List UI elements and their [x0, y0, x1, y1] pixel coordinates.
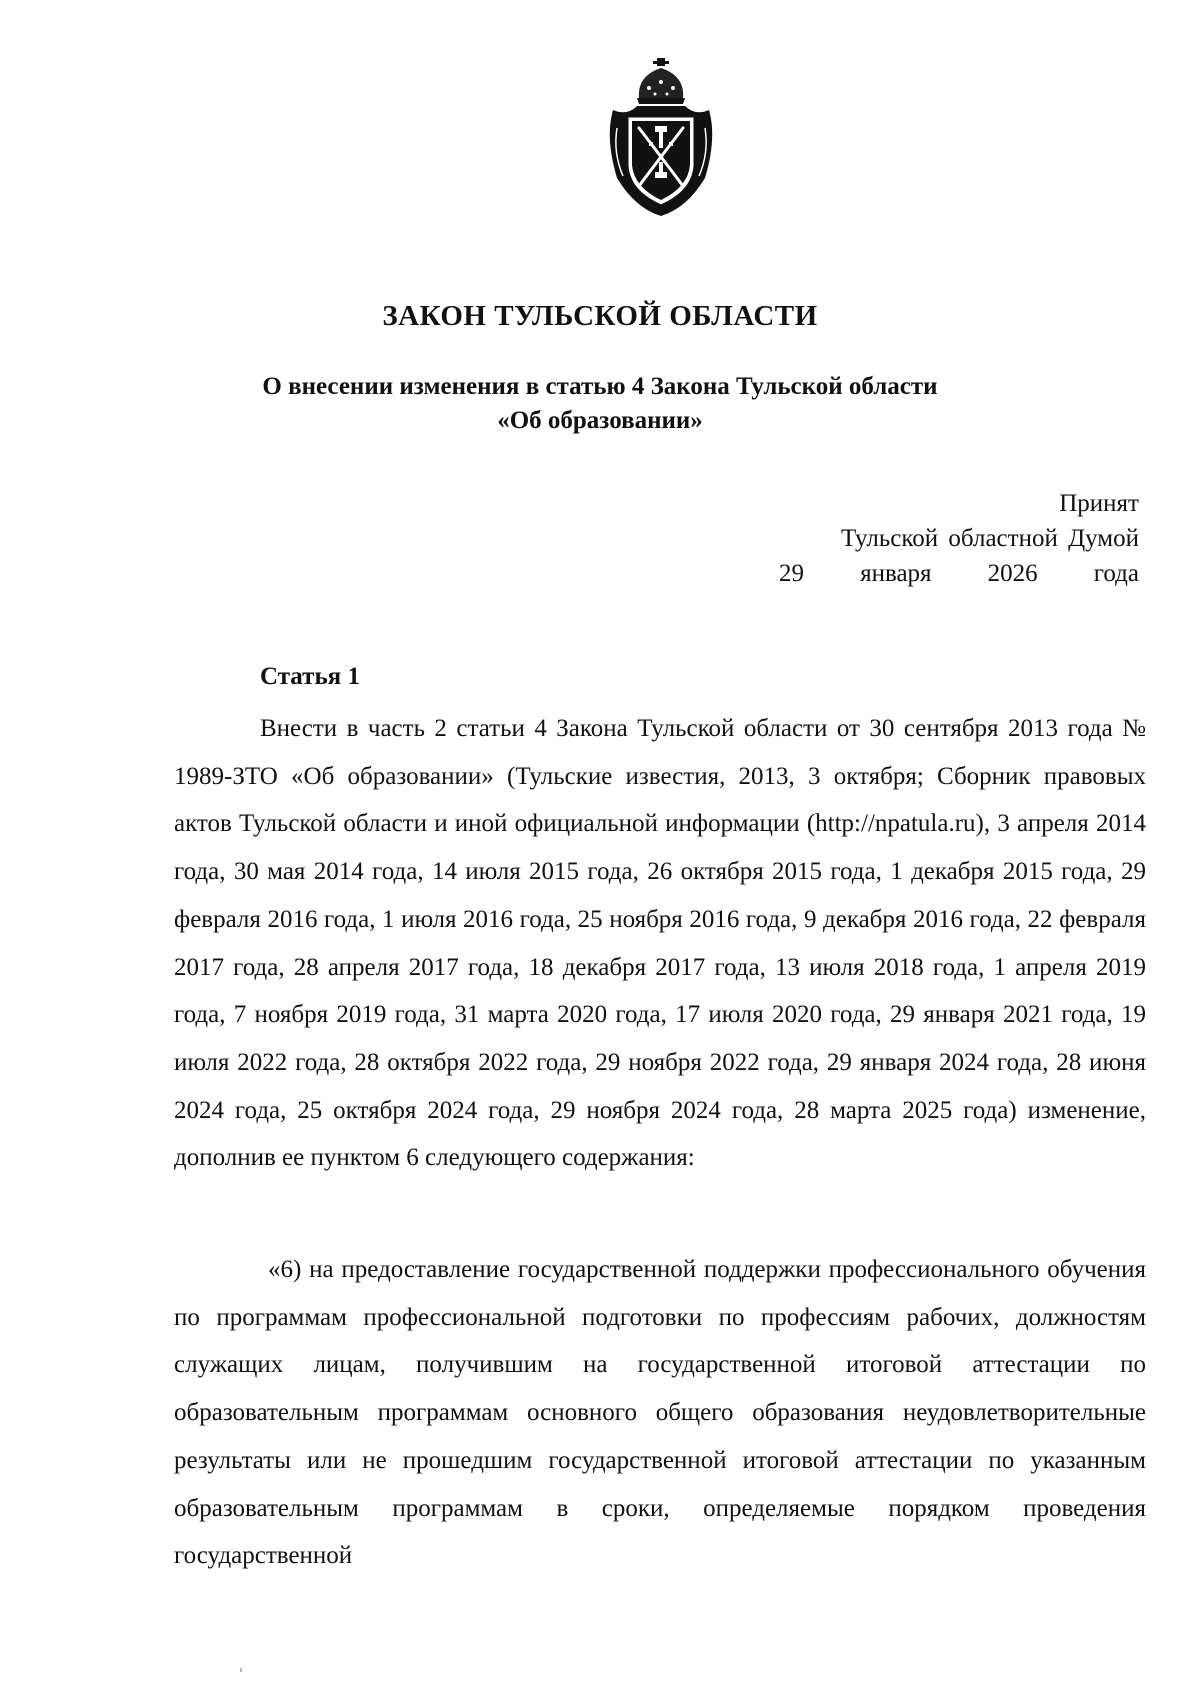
adoption-date: [779, 556, 1139, 591]
tula-oblast-coat-of-arms-icon: [599, 58, 723, 220]
law-subtitle-line2: «Об образовании»: [497, 407, 703, 434]
adopted-label: Принят: [1059, 490, 1139, 517]
paragraph-2-text: «6) на предоставление государственной поддержки профессионального обучения по программам профессиональной подготовки по профессиям рабочих, должностям служащих лицам, получившим на государственной итоговой аттестации по образовательным программам основного общего образования неудовлетворительные результаты или не прошедшим государственной итоговой аттестации по указанным образовательным программам в сроки, определяемые порядком проведения государственной: [174, 1256, 1146, 1570]
scan-artifact: [240, 1668, 242, 1672]
article-heading: Статья 1: [260, 663, 360, 690]
adoption-block: [779, 486, 1139, 591]
law-subtitle-line1: О внесении изменения в статью 4 Закона Тульской области: [262, 373, 938, 400]
law-subtitle: [0, 370, 1200, 438]
adopted-by: Тульской областной Думой: [840, 525, 1139, 552]
paragraph-1-text: Внести в часть 2 статьи 4 Закона Тульской области от 30 сентября 2013 года № 1989-ЗТО «Об образовании» (Тульские известия, 2013, 3 октября; Сборник правовых актов Тульской области и иной официальной информации (http://npatula.ru), 3 апреля 2014 года, 30 мая 2014 года, 14 июля 2015 года, 26 октября 2015 года, 1 декабря 2015 года, 29 февраля 2016 года, 1 июля 2016 года, 25 ноября 2016 года, 9 декабря 2016 года, 22 февраля 2017 года, 28 апреля 2017 года, 18 декабря 2017 года, 13 июля 2018 года, 1 апреля 2019 года, 7 ноября 2019 года, 31 марта 2020 года, 17 июля 2020 года, 29 января 2021 года, 19 июля 2022 года, 28 октября 2022 года, 29 ноября 2022 года, 29 января 2024 года, 28 июня 2024 года, 25 октября 2024 года, 29 ноября 2024 года, 28 марта 2025 года) изменение, дополнив ее пунктом 6 следующего содержания:: [174, 715, 1146, 1172]
law-title: ЗАКОН ТУЛЬСКОЙ ОБЛАСТИ: [382, 300, 818, 332]
article-paragraph-1: [174, 705, 1146, 1182]
adoption-year: 2026: [987, 560, 1038, 587]
article-paragraph-2: [174, 1246, 1146, 1580]
adoption-year-word: года: [1093, 560, 1139, 587]
adoption-day: 29: [779, 560, 804, 587]
adoption-month: января: [860, 560, 932, 587]
